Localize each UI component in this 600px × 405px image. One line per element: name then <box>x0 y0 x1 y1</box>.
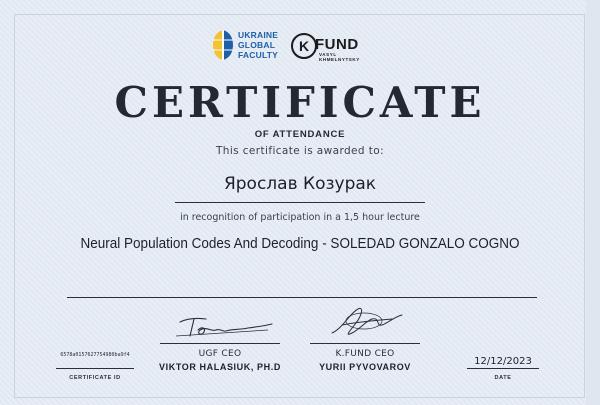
ugf-logo-text <box>238 30 288 60</box>
awarded-text: This certificate is awarded to: <box>215 145 385 157</box>
ugf-ceo-name: VIKTOR HALASIUK, PH.D <box>159 362 281 372</box>
ugf-logo-line-3: FACULTY <box>238 50 278 60</box>
certificate-id-value: 6578a0157627754980ba9f4 <box>60 352 130 358</box>
ugf-logo <box>212 28 282 64</box>
kfund-logo-mark: K <box>291 33 317 59</box>
certificate-id-line <box>56 368 134 369</box>
kfund-logo <box>291 33 375 63</box>
ugf-logo-mark <box>212 28 234 62</box>
certificate-id-label: CERTIFICATE ID <box>69 375 121 381</box>
ugf-signature-line <box>160 343 280 344</box>
ugf-ceo-role: UGF CEO <box>198 349 242 359</box>
certificate-border <box>14 14 585 398</box>
ugf-logo-line-2: GLOBAL <box>238 40 276 50</box>
divider-line <box>67 297 537 298</box>
kfund-ceo-role: K.FUND CEO <box>335 349 395 359</box>
certificate-title: CERTIFICATE <box>114 78 486 127</box>
page-edge <box>586 0 600 405</box>
date-line <box>467 368 539 369</box>
kfund-ceo-name: YURII PYVOVAROV <box>319 362 411 372</box>
lecture-title: Neural Population Codes And Decoding - SOLEDAD GONZALO COGNO <box>80 235 520 252</box>
kfund-logo-subtitle: VASYL KHMELNYTSKY <box>319 52 360 62</box>
ugf-ceo-signature <box>168 312 278 342</box>
certificate-subtitle: OF ATTENDANCE <box>254 129 346 140</box>
date-label: DATE <box>494 375 512 381</box>
recipient-underline <box>175 202 425 203</box>
kfund-signature-line <box>310 343 420 344</box>
recognition-text: in recognition of participation in a 1,5 hour lecture <box>180 212 420 223</box>
kfund-logo-word: FUND <box>315 36 359 53</box>
kfund-ceo-signature <box>322 303 412 341</box>
recipient-name: Ярослав Козурак <box>223 174 377 194</box>
date-value: 12/12/2023 <box>474 356 532 367</box>
ugf-logo-line-1: UKRAINE <box>238 30 279 40</box>
